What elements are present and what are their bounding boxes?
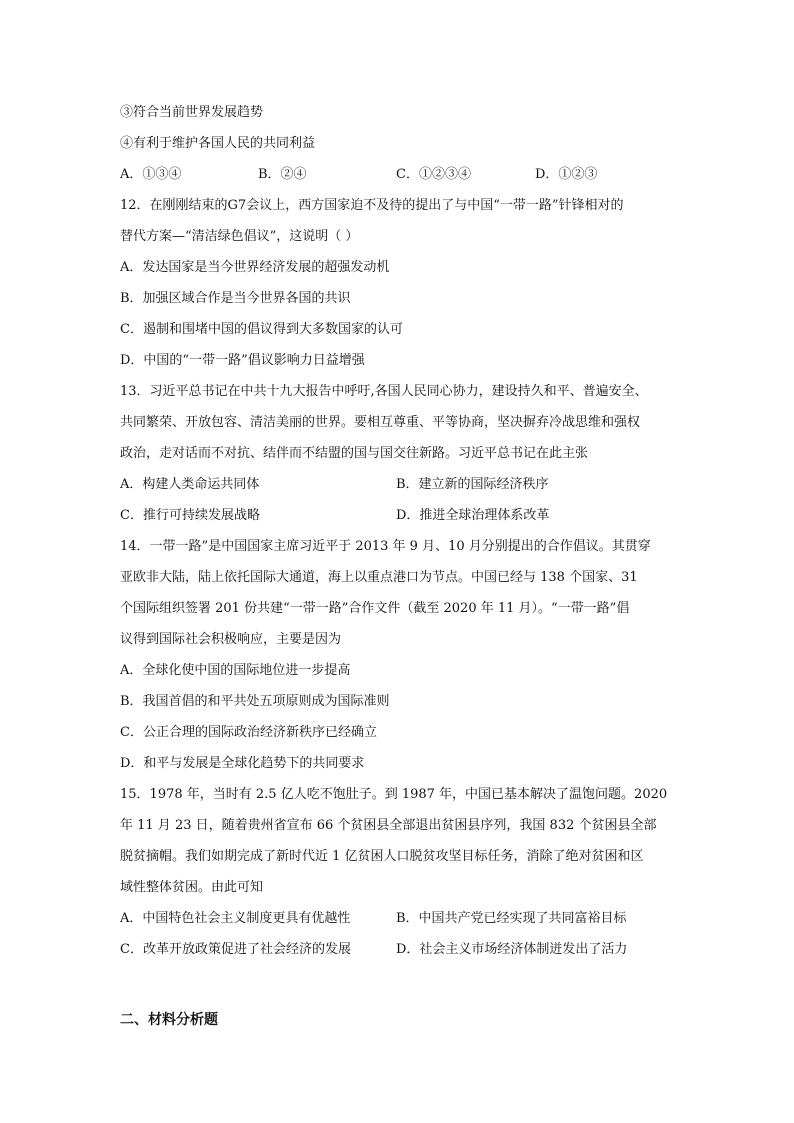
q13-stem-line2: 共同繁荣、开放包容、清洁美丽的世界。要相互尊重、平等协商，坚决摒弃冷战思维和强权 (120, 415, 641, 430)
q14-option-b: B．我国首倡的和平共处五项原则成为国际准则 (120, 694, 390, 709)
q15-stem-line4: 域性整体贫困。由此可知 (120, 880, 264, 895)
q12-option-a: A．发达国家是当今世界经济发展的超强发动机 (120, 260, 390, 275)
q12-option-c: C．遏制和围堵中国的倡议得到大多数国家的认可 (120, 322, 403, 337)
q14-stem-line3: 个国际组织签署 201 份共建“一带一路”合作文件（截至 2020 年 11 月）。“一带一路”倡 (120, 601, 630, 616)
q13-stem-line3: 政治，走对话而不对抗、结伴而不结盟的国与国交往新路。习近平总书记在此主张 (120, 446, 589, 461)
q13-option-c: C．推行可持续发展战略 (120, 508, 260, 523)
q12-option-d: D．中国的“一带一路”倡议影响力日益增强 (120, 353, 365, 368)
q13-option-b: B．建立新的国际经济秩序 (396, 477, 549, 492)
q15-stem-line2: 年 11 月 23 日，随着贵州省宣布 66 个贫困县全部退出贫困县序列，我国 832 个贫困县全部 (120, 818, 657, 833)
q12-stem-line2: 替代方案—“清洁绿色倡议”，这说明（ ） (120, 229, 359, 244)
q13-option-a: A．构建人类命运共同体 (120, 477, 260, 492)
q14-stem-line2: 亚欧非大陆，陆上依托国际大通道，海上以重点港口为节点。中国已经与 138 个国家、31 (120, 570, 638, 585)
prev-option-c: C．①②③④ (396, 167, 471, 182)
prev-statement-4: ④有利于维护各国人民的共同利益 (120, 136, 316, 151)
q13-stem-line1: 13．习近平总书记在中共十九大报告中呼吁,各国人民同心协力，建设持久和平、普遍安全、 (120, 384, 648, 399)
section-heading-material-analysis: 二、材料分析题 (120, 1012, 218, 1028)
q15-option-c: C．改革开放政策促进了社会经济的发展 (120, 942, 351, 957)
q13-option-d: D．推进全球治理体系改革 (396, 508, 550, 523)
q15-option-d: D．社会主义市场经济体制迸发出了活力 (396, 942, 628, 957)
q14-option-c: C．公正合理的国际政治经济新秩序已经确立 (120, 725, 377, 740)
prev-option-b: B．②④ (258, 167, 307, 182)
q12-option-b: B．加强区域合作是当今世界各国的共识 (120, 291, 351, 306)
prev-option-a: A．①③④ (120, 167, 182, 182)
q15-option-b: B．中国共产党已经实现了共同富裕目标 (396, 911, 627, 926)
prev-statement-3: ③符合当前世界发展趋势 (120, 105, 264, 120)
q14-stem-line4: 议得到国际社会积极响应，主要是因为 (120, 632, 342, 647)
q14-option-a: A．全球化使中国的国际地位进一步提高 (120, 663, 351, 678)
q12-stem-line1: 12．在刚刚结束的G7会议上，西方国家迫不及待的提出了与中国“一带一路”针锋相对的 (120, 198, 624, 213)
q14-option-d: D．和平与发展是全球化趋势下的共同要求 (120, 756, 365, 771)
q14-stem-line1: 14．一带一路”是中国国家主席习近平于 2013 年 9 月、10 月分别提出的合作倡议。其贯穿 (120, 539, 651, 554)
q15-stem-line3: 脱贫摘帽。我们如期完成了新时代近 1 亿贫困人口脱贫攻坚目标任务，消除了绝对贫困和区 (120, 849, 644, 864)
prev-option-d: D．①②③ (535, 167, 598, 182)
q15-option-a: A．中国特色社会主义制度更具有优越性 (120, 911, 351, 926)
q15-stem-line1: 15．1978 年，当时有 2.5 亿人吃不饱肚子。到 1987 年，中国已基本解决了温饱问题。2020 (120, 787, 668, 802)
